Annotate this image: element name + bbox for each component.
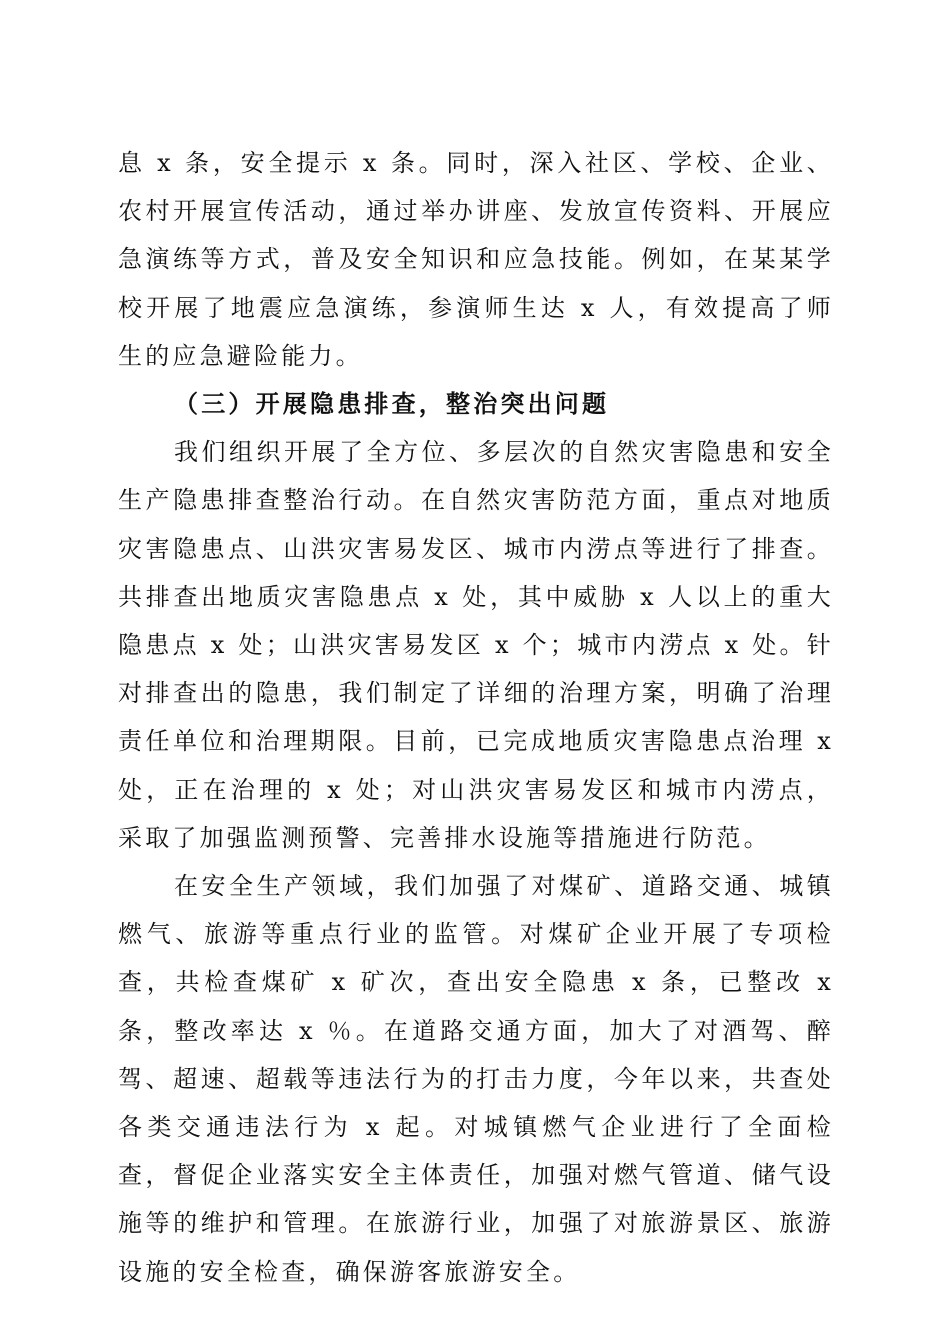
- paragraph-hazard-survey: 我们组织开展了全方位、多层次的自然灾害隐患和安全生产隐患排查整治行动。在自然灾害防范方面，重点对地质灾害隐患点、山洪灾害易发区、城市内涝点等进行了排查。共排查出地质灾害隐患点 x 处，其中威胁 x 人以上的重大隐患点 x 处；山洪灾害易发区 x 个；城市内涝点 x 处。针对排查出的隐患，我们制定了详细的治理方案，明确了治理责任单位和治理期限。目前，已完成地质灾害隐患点治理 x 处，正在治理的 x 处；对山洪灾害易发区和城市内涝点，采取了加强监测预警、完善排水设施等措施进行防范。: [118, 438, 834, 852]
- document-body: [118, 139, 834, 1296]
- paragraph-production-safety: 在安全生产领域，我们加强了对煤矿、道路交通、城镇燃气、旅游等重点行业的监管。对煤矿企业开展了专项检查，共检查煤矿 x 矿次，查出安全隐患 x 条，已整改 x 条，整改率达 x ％。在道路交通方面，加大了对酒驾、醉驾、超速、超载等违法行为的打击力度，今年以来，共查处各类交通违法行为 x 起。对城镇燃气企业进行了全面检查，督促企业落实安全主体责任，加强对燃气管道、储气设施等的维护和管理。在旅游行业，加强了对旅游景区、旅游设施的安全检查，确保游客旅游安全。: [118, 872, 834, 1286]
- paragraph-continuation: 息 x 条，安全提示 x 条。同时，深入社区、学校、企业、农村开展宣传活动，通过举办讲座、发放宣传资料、开展应急演练等方式，普及安全知识和应急技能。例如，在某某学校开展了地震应急演练，参演师生达 x 人，有效提高了师生的应急避险能力。: [118, 149, 834, 370]
- section-heading: （三）开展隐患排查，整治突出问题: [174, 389, 610, 419]
